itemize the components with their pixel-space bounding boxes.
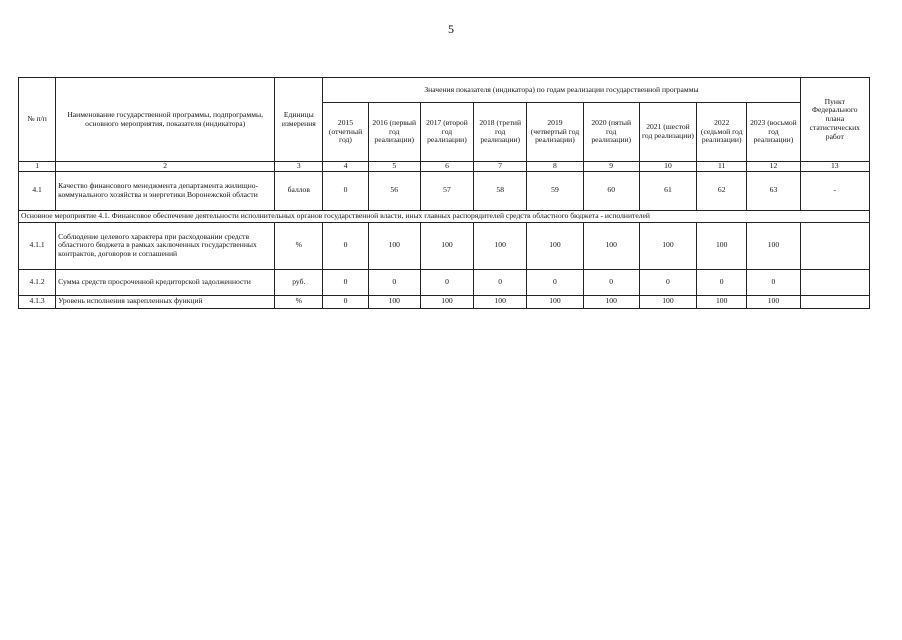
- row-name: Уровень исполнения закрепленных функций: [56, 295, 275, 308]
- row-value: 0: [323, 171, 368, 210]
- row-num: 4.1.1: [19, 222, 56, 269]
- column-number: 3: [275, 162, 323, 172]
- table-row: [19, 222, 870, 269]
- row-name: Сумма средств просроченной кредиторской задолженности: [56, 269, 275, 295]
- row-plan: [800, 295, 869, 308]
- header-year: 2022 (седьмой год реализации): [697, 103, 747, 162]
- row-value: 100: [639, 222, 696, 269]
- column-number: 5: [368, 162, 420, 172]
- row-value: 60: [583, 171, 639, 210]
- row-value: 100: [697, 295, 747, 308]
- header-plan: Пункт Федерального плана статистических работ: [800, 78, 869, 162]
- row-value: 100: [420, 222, 473, 269]
- row-value: 57: [420, 171, 473, 210]
- row-value: 100: [697, 222, 747, 269]
- column-number: 13: [800, 162, 869, 172]
- row-value: 59: [527, 171, 583, 210]
- row-value: 63: [747, 171, 800, 210]
- row-num: 4.1.2: [19, 269, 56, 295]
- row-name: Качество финансового менеджмента департамента жилищно-коммунального хозяйства и энергетики Воронежской области: [56, 171, 275, 210]
- row-unit: %: [275, 222, 323, 269]
- row-value: 56: [368, 171, 420, 210]
- column-number: 8: [527, 162, 583, 172]
- row-value: 0: [747, 269, 800, 295]
- column-number: 7: [474, 162, 527, 172]
- row-value: 100: [639, 295, 696, 308]
- row-value: 100: [747, 295, 800, 308]
- row-value: 100: [747, 222, 800, 269]
- row-plan: [800, 269, 869, 295]
- row-value: 0: [474, 269, 527, 295]
- row-value: 100: [527, 222, 583, 269]
- header-year: 2017 (второй год реализации): [420, 103, 473, 162]
- row-value: 100: [474, 222, 527, 269]
- row-value: 0: [368, 269, 420, 295]
- table-row: [19, 171, 870, 210]
- indicators-table: [18, 77, 870, 309]
- header-unit: Единицы измерения: [275, 78, 323, 162]
- column-number: 12: [747, 162, 800, 172]
- column-number: 2: [56, 162, 275, 172]
- header-row: [19, 78, 870, 103]
- row-value: 0: [323, 269, 368, 295]
- row-value: 100: [474, 295, 527, 308]
- header-year: 2023 (восьмой год реализации): [747, 103, 800, 162]
- header-num: № п/п: [19, 78, 56, 162]
- row-value: 62: [697, 171, 747, 210]
- row-value: 61: [639, 171, 696, 210]
- header-year: 2018 (третий год реализации): [474, 103, 527, 162]
- row-value: 0: [639, 269, 696, 295]
- row-value: 0: [323, 295, 368, 308]
- row-unit: руб.: [275, 269, 323, 295]
- row-value: 100: [527, 295, 583, 308]
- header-year: 2020 (пятый год реализации): [583, 103, 639, 162]
- table-row: [19, 295, 870, 308]
- row-value: 0: [323, 222, 368, 269]
- row-plan: -: [800, 171, 869, 210]
- header-values-group: Значения показателя (индикатора) по годам реализации государственной программы: [323, 78, 800, 103]
- section-title: Основное мероприятие 4.1. Финансовое обеспечение деятельности исполнительных органов государственной власти, иных главных распорядителей средств областного бюджета - исполнителей: [19, 210, 870, 222]
- column-number: 10: [639, 162, 696, 172]
- row-value: 0: [697, 269, 747, 295]
- row-num: 4.1: [19, 171, 56, 210]
- row-unit: %: [275, 295, 323, 308]
- header-name: Наименование государственной программы, подпрограммы, основного мероприятия, показателя (индикатора): [56, 78, 275, 162]
- row-value: 0: [583, 269, 639, 295]
- header-year: 2015 (отчетный год): [323, 103, 368, 162]
- row-value: 100: [583, 295, 639, 308]
- row-value: 0: [527, 269, 583, 295]
- column-number: 9: [583, 162, 639, 172]
- column-number: 1: [19, 162, 56, 172]
- table-row: [19, 269, 870, 295]
- column-numbers-row: [19, 162, 870, 172]
- header-year: 2021 (шестой год реализации): [639, 103, 696, 162]
- row-value: 100: [420, 295, 473, 308]
- section-row: [19, 210, 870, 222]
- header-year: 2016 (первый год реализации): [368, 103, 420, 162]
- header-year: 2019 (четвертый год реализации): [527, 103, 583, 162]
- row-value: 100: [368, 222, 420, 269]
- row-value: 58: [474, 171, 527, 210]
- row-plan: [800, 222, 869, 269]
- column-number: 11: [697, 162, 747, 172]
- page-number: 5: [448, 22, 454, 36]
- row-value: 100: [583, 222, 639, 269]
- row-num: 4.1.3: [19, 295, 56, 308]
- row-name: Соблюдение целевого характера при расходовании средств областного бюджета в рамках заключенных государственных контрактов, договоров и соглашений: [56, 222, 275, 269]
- column-number: 4: [323, 162, 368, 172]
- row-value: 100: [368, 295, 420, 308]
- column-number: 6: [420, 162, 473, 172]
- row-value: 0: [420, 269, 473, 295]
- row-unit: баллов: [275, 171, 323, 210]
